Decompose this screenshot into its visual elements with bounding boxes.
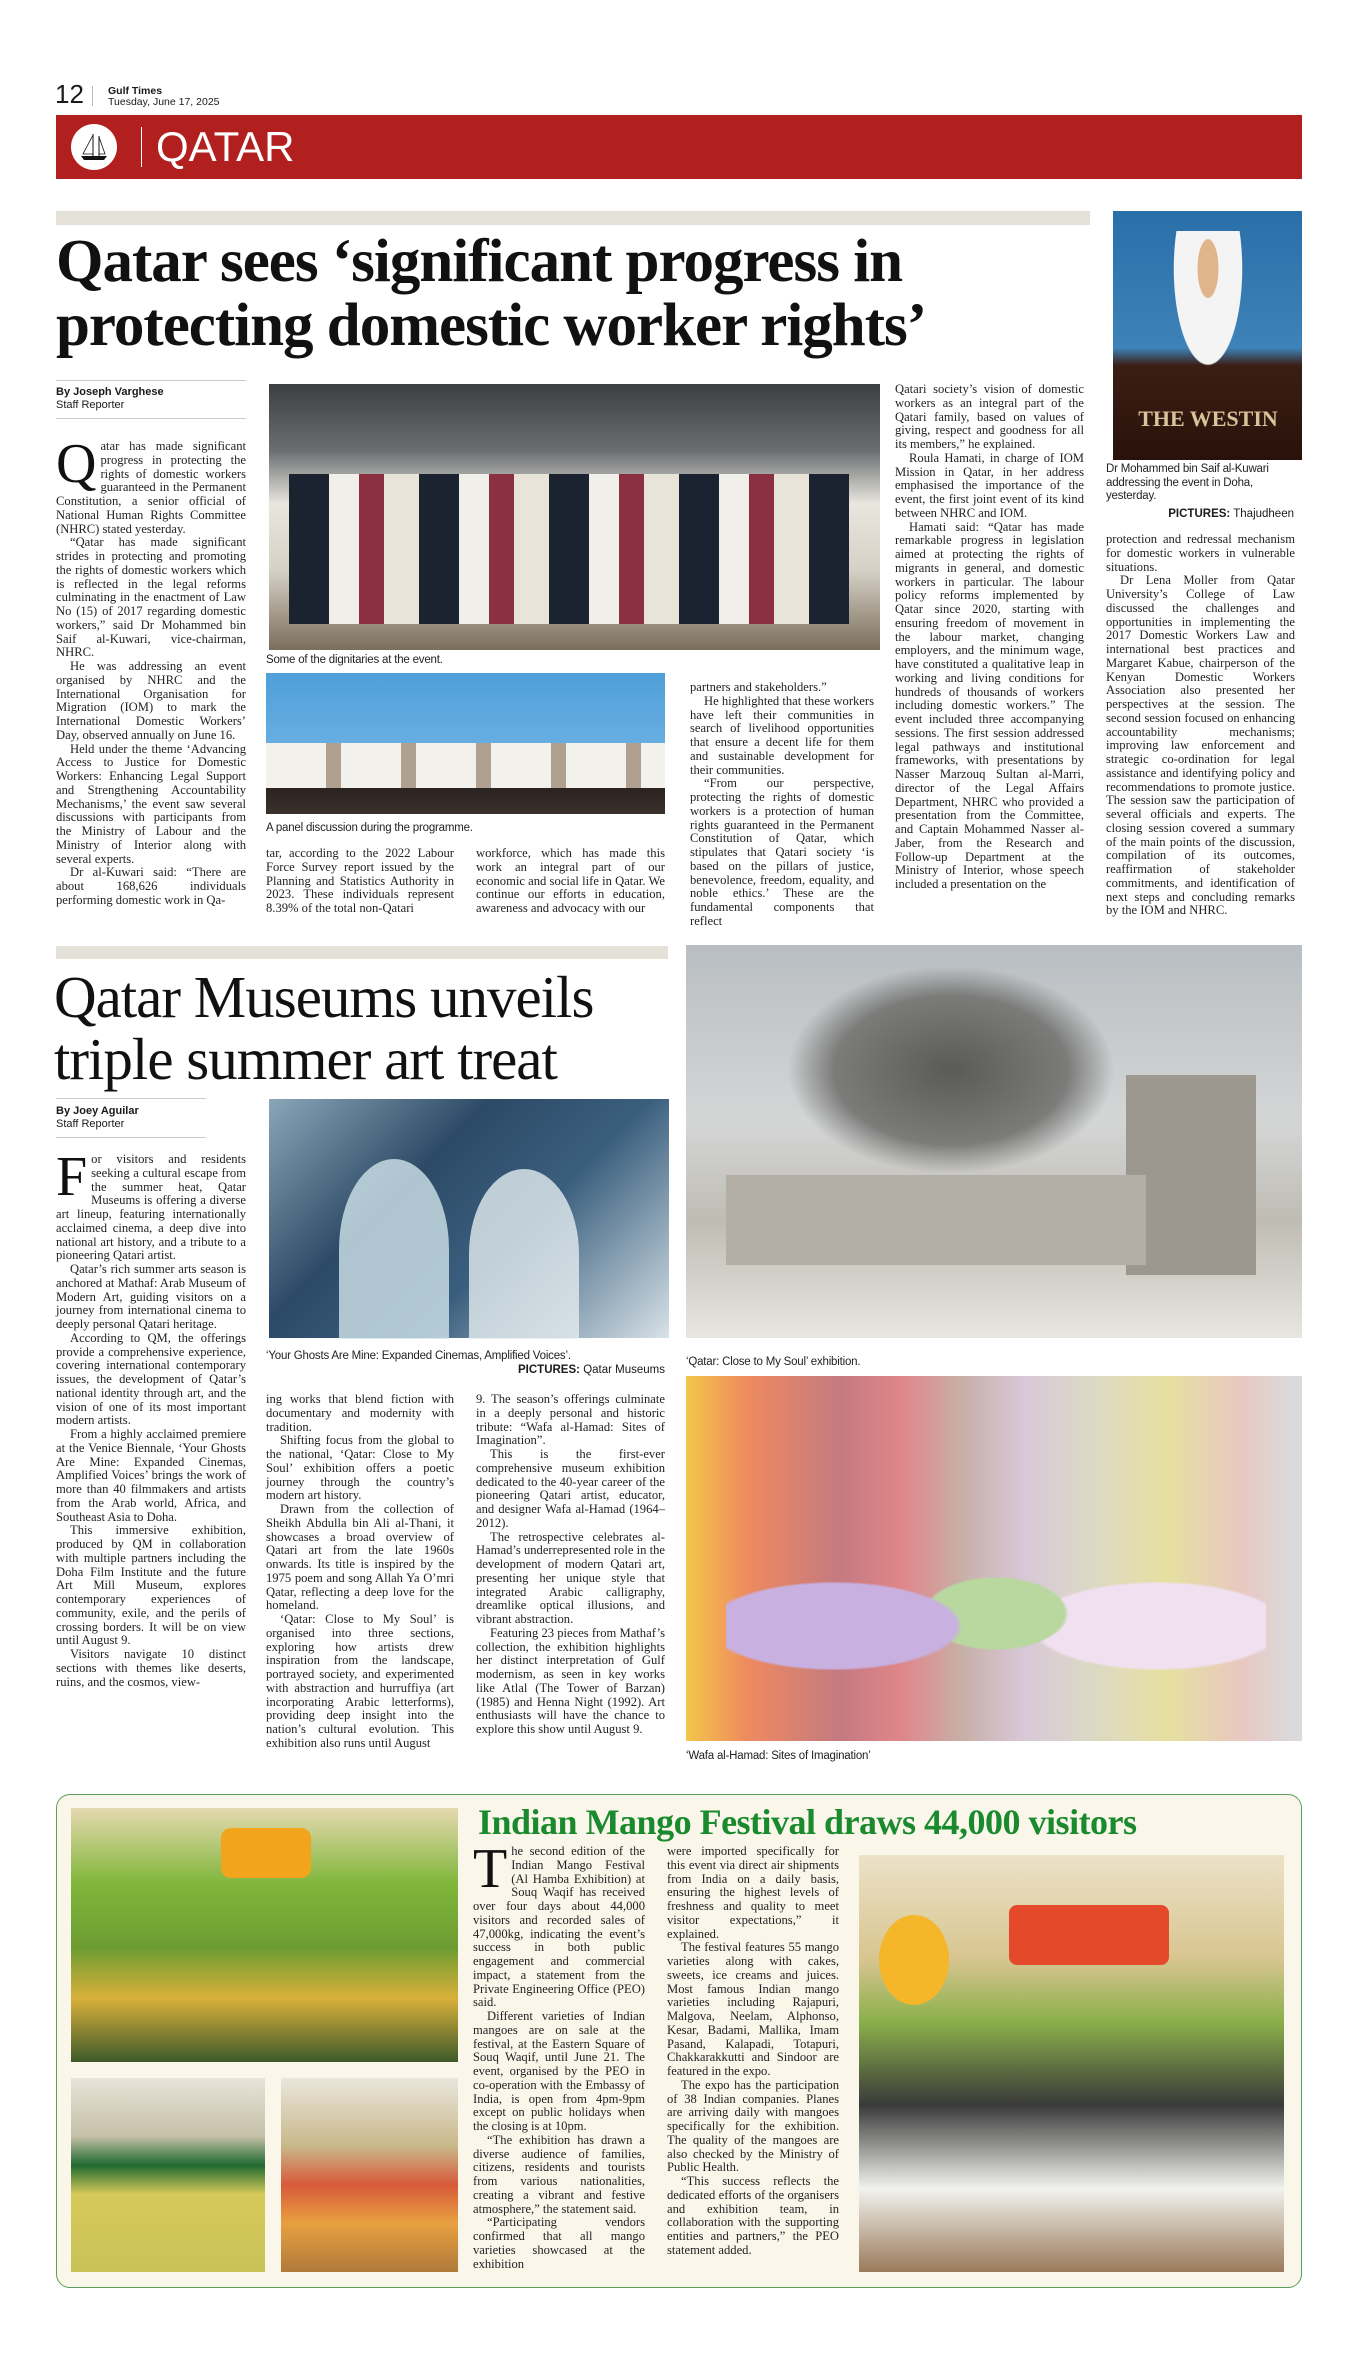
paper-name: Gulf Times: [108, 85, 163, 97]
figure-right: [469, 1169, 579, 1339]
speaker-caption: Dr Mohammed bin Saif al-Kuwari addressing the event in Doha, yesterday.: [1106, 463, 1269, 502]
marza-hypermarket-photo: [71, 2078, 265, 2272]
paragraph: [56, 536, 246, 660]
mango-headline: Indian Mango Festival draws 44,000 visitors: [478, 1802, 1137, 1842]
mango-mania-banner: [1009, 1905, 1169, 1965]
paragraph: [56, 1524, 246, 1648]
paragraph: [476, 847, 665, 916]
paragraph-text: Drawn from the collection of Sheikh Abdulla bin Ali al-Thani, it showcases a broad overview of Qatari art from the late 1960s onwards. Its title is inspired by the 1975 poem and song Allah Ya O’mri Qatar, reflecting a deep love for the homeland.: [266, 1502, 454, 1613]
paragraph-text: atar has made significant progress in protecting the rights of domestic workers guaranteed in the Permanent Constitution, a senior official of National Human Rights Committee (NHRC) stated yesterday.: [56, 439, 246, 536]
photo-credit-2: [466, 1364, 665, 1376]
paragraph: [895, 452, 1084, 521]
masthead-divider: [92, 86, 93, 106]
paragraph-text: 9. The season’s offerings culminate in a deeply personal and historic tribute: “Wafa al-Hamad: Sites of Imagination”.: [476, 1392, 665, 1448]
paragraph-text: Qatari society’s vision of domestic workers as an integral part of the Qatari family, based on values of giving, respect and goodness for all its members,” he explained.: [895, 382, 1084, 451]
speaker-photo: [1113, 211, 1302, 460]
author-role: Staff Reporter: [56, 1118, 125, 1130]
paragraph: [1106, 533, 1295, 574]
paragraph-text: he second edition of the Indian Mango Festival (Al Hamba Exhibition) at Souq Waqif has received over four days about 44,000 visitors and recorded sales of 47,000kg, indicating the event’s success in both public engagement and commercial impact, a statement from the Private Engineering Office (PEO) said.: [473, 1844, 645, 2010]
credit-name: Qatar Museums: [583, 1364, 665, 1376]
paragraph: [690, 695, 874, 778]
headline-1-line2: protecting domestic worker rights’: [56, 292, 927, 359]
paragraph: [476, 1393, 665, 1448]
paragraph: [476, 1531, 665, 1627]
panel-photo: [266, 673, 665, 814]
paragraph-text: or visitors and residents seeking a cultural escape from the summer heat, Qatar Museums is offering a diverse art lineup, featuring internationally acclaimed cinema, a deep dive into national art history, and a tribute to a pioneering Qatari artist.: [56, 1152, 246, 1263]
close-to-my-soul-painting: [686, 945, 1302, 1338]
paragraph-text: Dr al-Kuwari said: “There are about 168,626 individuals performing domestic work in Qa-: [56, 865, 246, 907]
paragraph: [690, 681, 874, 695]
byline-rule-bottom: [56, 418, 246, 419]
author-role: Staff Reporter: [56, 399, 125, 411]
paragraph: [895, 521, 1084, 892]
mango-mania-sign: [221, 1828, 311, 1878]
paragraph-text: tar, according to the 2022 Labour Force Survey report issued by the Planning and Statistics Authority in 2023. These individuals represent 8.39% of the total non-Qatari: [266, 846, 454, 915]
paragraph: [56, 866, 246, 907]
paragraph-text: were imported specifically for this event via direct air shipments from India on a daily basis, ensuring the highest levels of freshness and quality to meet visitor expectations,” it explained.: [667, 1844, 839, 1941]
paragraph: [56, 1428, 246, 1524]
dignitaries-photo: [269, 384, 880, 650]
paragraph: [476, 1448, 665, 1531]
paragraph-text: This immersive exhibition, produced by QM in collaboration with multiple partners including the Doha Film Institute and the future Art Mill Museum, explores contemporary experiences of community, exile, and the perils of crossing borders. It will be on view until August 9.: [56, 1523, 246, 1648]
drop-cap: F: [56, 1146, 88, 1208]
paragraph: [667, 2079, 839, 2175]
wafa-caption: ‘Wafa al-Hamad: Sites of Imagination’: [686, 1750, 871, 1762]
article3-column-1: [473, 1838, 645, 2271]
paragraph-text: Hamati said: “Qatar has made remarkable progress in legislation aimed at protecting the rights of migrants in general, and domestic workers in particular. The labour policy reforms implemented by Qatar since 2020, starting with ensuring freedom of movement in the labour market, changing employers, and the minimum wage, have constituted a qualitative leap in working and living conditions for hundreds of thousands of workers including domestic workers.” The event included three accompanying sessions. The first session addressed legal pathways and institutional frameworks, with presentations by Nasser Marzouq Sultan al-Marri, director of the Legal Affairs Department, NHRC who provided a presentation from the Committee, and Captain Mohammed Nasser al-Jaber, from the Research and Follow-up Department at the Ministry of Interior, whose speech included a presentation on the: [895, 519, 1084, 891]
section-divider-bar: [56, 211, 1090, 225]
byline-rule-top: [56, 380, 246, 381]
paragraph-text: “Qatar has made significant strides in protecting and promoting the rights of domestic workers which is reflected in the legal reforms culminating in the enactment of Law No (15) of 2017 regarding domestic workers,” said Dr Mohammed bin Saif al-Kuwari, vice-chairman, NHRC.: [56, 535, 246, 660]
article2-column-3: [476, 1393, 665, 1763]
paragraph-text: partners and stakeholders.”: [690, 680, 827, 694]
paragraph-text: He highlighted that these workers have left their communities in search of livelihood opportunities that ensure a decent life for them and sustainable development for their communities.: [690, 693, 874, 777]
byline-1: [56, 386, 164, 412]
credit-name: Thajudheen: [1233, 508, 1294, 520]
article1-column-6: [1106, 532, 1295, 918]
figure-left: [339, 1159, 449, 1339]
byline-2: [56, 1105, 139, 1131]
soul-caption: ‘Qatar: Close to My Soul’ exhibition.: [686, 1356, 861, 1368]
paragraph-text: Visitors navigate 10 distinct sections with themes like deserts, ruins, and the cosmos, view-: [56, 1647, 246, 1689]
paragraph-text: “Participating vendors confirmed that all mango varieties showcased at the exhibition: [473, 2215, 645, 2271]
paragraph-text: The expo has the participation of 38 Indian companies. Planes are arriving daily with mangoes specifically for the exhibition. The quality of the mangoes are also checked by the Ministry of Public Health.: [667, 2077, 839, 2175]
headline-2-line1: Qatar Museums unveils: [54, 964, 594, 1030]
issue-date: Tuesday, June 17, 2025: [108, 96, 220, 108]
speaker-figure: [1168, 231, 1248, 381]
article2-column-1: [56, 1146, 246, 1773]
article1-column-3: [476, 847, 665, 917]
paragraph: [1106, 574, 1295, 918]
dignitaries-caption: Some of the dignitaries at the event.: [266, 654, 443, 666]
dhow-logo-icon: [71, 124, 117, 170]
author: By Joey Aguilar: [56, 1105, 139, 1117]
author: By Joseph Varghese: [56, 386, 164, 398]
paragraph: [476, 1627, 665, 1737]
paragraph: [56, 660, 246, 743]
paragraph: [266, 1613, 454, 1751]
credit-label: PICTURES:: [1168, 508, 1231, 520]
tree: [786, 965, 1116, 1175]
paragraph-text: Featuring 23 pieces from Mathaf’s collection, the exhibition highlights her distinct interpretation of Gulf modernism, as seen in key works like Atlal (The Tower of Barzan) (1985) and Henna Night (1992). Art enthusiasts will have the chance to explore this show until August 9.: [476, 1625, 665, 1736]
ghosts-photo: [269, 1099, 669, 1338]
section-title: QATAR: [156, 123, 295, 170]
section-banner: [56, 115, 1302, 179]
mango-mascot: [879, 1915, 949, 2005]
ghosts-caption: ‘Your Ghosts Are Mine: Expanded Cinemas, Amplified Voices’.: [266, 1350, 571, 1362]
paragraph: [266, 1434, 454, 1503]
paragraph: [667, 1845, 839, 1941]
paragraph-text: “From our perspective, protecting the rights of domestic workers is a protection of human rights guaranteed in the Permanent Constitution of Qatar, which stipulates that Qatari society ‘is based on the pillars of justice, benevolence, freedom, equality, and noble ethics.’ These are the fundamental components that reflect: [690, 776, 874, 928]
paragraph-text: From a highly acclaimed premiere at the Venice Biennale, ‘Your Ghosts Are Mine: Expanded Cinemas, Amplified Voices’ brings the work of more than 40 filmmakers and artists from the Arab world, Africa, and Southeast Asia to Doha.: [56, 1427, 246, 1524]
paragraph-text: The retrospective celebrates al-Hamad’s underrepresented role in the development of modern Qatari art, presenting her unique style that integrated Arabic calligraphy, dreamlike optical illusions, and vibrant abstraction.: [476, 1529, 665, 1626]
fort-wall: [726, 1175, 1146, 1265]
mango-boxes-photo: [281, 2078, 458, 2272]
section-divider-bar-2: [56, 946, 668, 959]
paragraph: [56, 1648, 246, 1689]
photo-credit-1: [1106, 508, 1294, 520]
drop-cap: Q: [56, 433, 97, 495]
wafa-al-hamad-painting: [686, 1376, 1302, 1741]
hotel-sign: THE WESTIN: [1138, 406, 1278, 431]
paragraph-text: Roula Hamati, in charge of IOM Mission in Qatar, in her address emphasised the importance of the event, the first joint event of its kind between NHRC and IOM.: [895, 450, 1084, 520]
byline-rule-top-2: [56, 1098, 206, 1099]
paragraph-text: He was addressing an event organised by NHRC and the International Organisation for Migration (IOM) to mark the International Domestic Workers’ Day, observed annually on June 16.: [56, 659, 246, 742]
paragraph-text: ‘Qatar: Close to My Soul’ is organised into three sections, exploring how artists drew inspiration from the landscape, portrayed society, and experimented with abstraction and hurruffiya (art incorporating Arabic letterforms), providing deep insight into the nation’s cultural evolution. This exhibition also runs until August: [266, 1612, 454, 1750]
drop-cap: T: [473, 1838, 508, 1900]
paragraph: [667, 1941, 839, 2079]
headline-1-line1: Qatar sees ‘significant progress in: [56, 228, 903, 295]
article1-column-4: [690, 680, 874, 928]
paragraph-text: Dr Lena Moller from Qatar University’s College of Law discussed the challenges and opportunities in implementing the 2017 Domestic Workers Law and international best practices and Margaret Kabue, chairperson of the Kenyan Domestic Workers Association also presented her perspectives at the session. The second session focused on enhancing accountability mechanisms; improving law enforcement and strategic co-ordination for legal assistance and identifying policy and recommendations to promote justice. The session saw the participation of several officials and experts. The closing session covered a summary of the main points of the discussion, compilation of its outcomes, reaffirmation of stakeholder commitments, and identification of next steps and concluding remarks by the IOM and NHRC.: [1106, 573, 1295, 918]
paragraph-text: ing works that blend fiction with documentary and modernity with tradition.: [266, 1392, 454, 1434]
paragraph: [56, 433, 246, 536]
panel-seats: [266, 743, 665, 788]
paragraph: [56, 743, 246, 867]
article1-column-1: [56, 433, 246, 907]
paragraph: [266, 1393, 454, 1434]
banner-divider: [141, 127, 142, 167]
paragraph-text: workforce, which has made this work an integral part of our economic and social life in Qatar. We continue our efforts in education, awareness and advocacy with our: [476, 846, 665, 915]
paragraph-text: The festival features 55 mango varieties along with cakes, sweets, ice creams and juices. Most famous Indian mango varieties including Rajapuri, Malgova, Neelam, Alphonso, Kesar, Badami, Mallika, Imam Pasand, Kalapadi, Totapuri, Chakkarakkutti and Sindoor are featured in the expo.: [667, 1940, 839, 2078]
article1-column-5: [895, 382, 1084, 891]
credit-label: PICTURES:: [518, 1364, 580, 1376]
seated-guests: [289, 474, 849, 624]
paragraph-text: “The exhibition has drawn a diverse audience of families, citizens, residents and tourists from various nationalities, creating a vibrant and festive atmosphere,” the statement said.: [473, 2132, 645, 2216]
paragraph-text: Qatar’s rich summer arts season is anchored at Mathaf: Arab Museum of Modern Art, guiding visitors on a journey from international cinema to deeply personal Qatari heritage.: [56, 1262, 246, 1331]
paragraph-text: “This success reflects the dedicated efforts of the organisers and exhibition team, in collaboration with the supporting entities and partners,” the PEO statement added.: [667, 2174, 839, 2257]
byline-rule-bottom-2: [56, 1137, 206, 1138]
paragraph: [473, 2216, 645, 2271]
paragraph-text: Shifting focus from the global to the national, ‘Qatar: Close to My Soul’ exhibition offers a poetic journey through the country’s modern art history.: [266, 1433, 454, 1503]
paragraph-text: This is the first-ever comprehensive museum exhibition dedicated to the 40-year career of the pioneering Qatari artist, educator, and designer Wafa al-Hamad (1964–2012).: [476, 1447, 665, 1530]
panel-caption: A panel discussion during the programme.: [266, 822, 473, 834]
article1-column-2: [266, 847, 454, 917]
paragraph: [56, 1146, 246, 1263]
paragraph-text: According to QM, the offerings provide a comprehensive experience, covering international contemporary issues, the development of Qatar’s national identity through art, and the vision of one of its most important modern artists.: [56, 1330, 246, 1428]
paragraph: [473, 2010, 645, 2134]
figure-group: [726, 1476, 1266, 1726]
paragraph: [56, 1332, 246, 1428]
paragraph-text: Held under the theme ‘Advancing Access to Justice for Domestic Workers: Enhancing Legal Support and Strengthening Accountability Mechanisms,’ the event saw several discussions with participants from the Ministry of Labour and the Ministry of Interior along with several experts.: [56, 741, 246, 866]
paragraph: [266, 847, 454, 916]
paragraph: [473, 1838, 645, 2010]
paragraph: [895, 383, 1084, 452]
paragraph: [667, 2175, 839, 2258]
paragraph: [690, 777, 874, 928]
paragraph: [473, 2134, 645, 2217]
article3-column-2: [667, 1845, 839, 2270]
mango-stall-photo: [71, 1808, 458, 2062]
paragraph-text: protection and redressal mechanism for domestic workers in vulnerable situations.: [1106, 532, 1295, 574]
page-number: 12: [55, 79, 84, 109]
mango-festival-crowd-photo: [859, 1855, 1284, 2272]
paragraph: [56, 1263, 246, 1332]
headline-2-line2: triple summer art treat: [54, 1026, 557, 1092]
paragraph-text: Different varieties of Indian mangoes are on sale at the festival, at the Eastern Square of Souq Waqif, until June 21. The event, organised by the PEO in co-operation with the Embassy of India, is open from 4pm-9pm except on public holidays when the closing is at 10pm.: [473, 2009, 645, 2133]
paragraph: [266, 1503, 454, 1613]
article2-column-2: [266, 1393, 454, 1763]
